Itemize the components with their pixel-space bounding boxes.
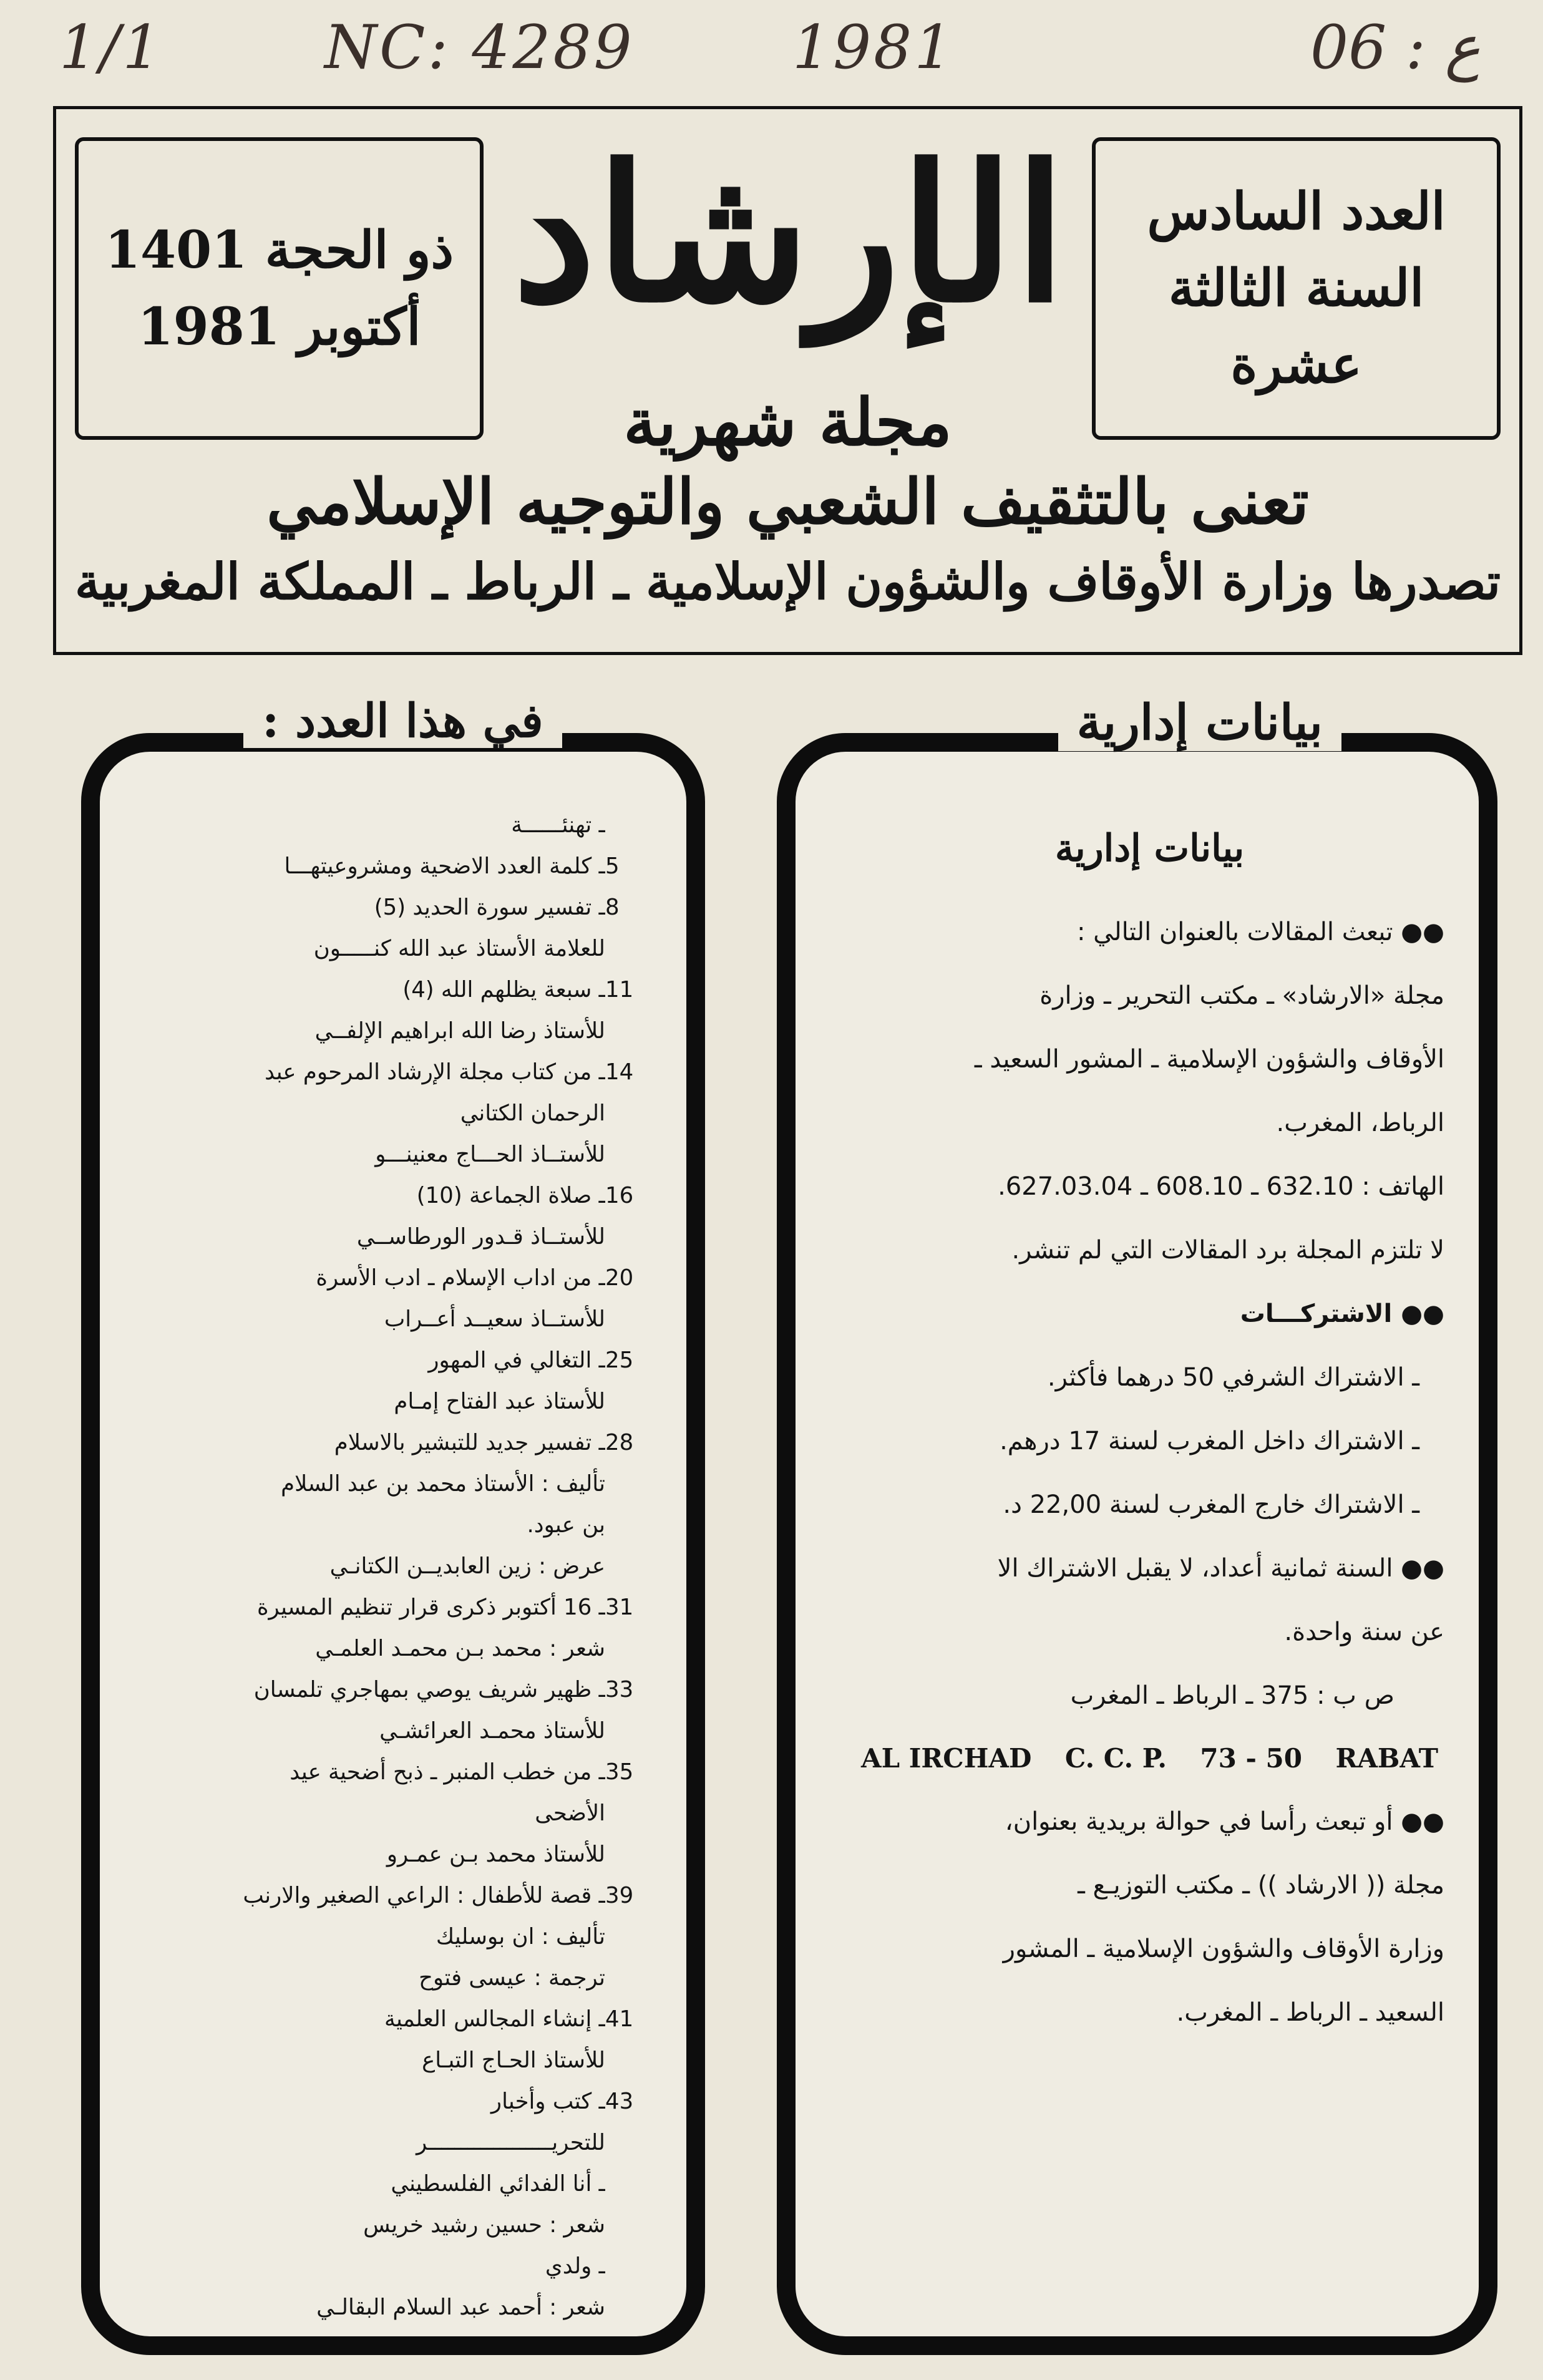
contents-heading: في هذا العدد : [243, 694, 562, 748]
admin-info [855, 802, 1444, 2044]
list-item: شعر : محمد بـن محمـد العلمـي [315, 1636, 605, 1661]
list-item: 43 ـ كتب وأخبار [490, 2089, 634, 2114]
phone-numbers: الهاتف : 632.10 ـ 608.10 ـ 627.03.04. [998, 1172, 1444, 1201]
ccp-city: RABAT [1335, 1743, 1438, 1774]
masthead [53, 106, 1522, 655]
list-item: للعلامة الأستاذ عبد الله كنـــــون [313, 936, 605, 961]
list-item: بن عبود. [527, 1512, 605, 1538]
archive-issue-ref: ع : 06 [1310, 12, 1481, 82]
ccp-name: AL IRCHAD [861, 1743, 1032, 1774]
list-item: 5 ـ كلمة العدد الاضحية ومشروعيتهـــا [284, 853, 620, 879]
list-item: 20 ـ من اداب الإسلام ـ ادب الأسرة [316, 1265, 634, 1291]
volume-year: السنة الثالثة عشرة [1168, 258, 1424, 395]
postal-order-line: ●● أو تبعث رأسا في حوالة بريدية بعنوان، [1005, 1807, 1444, 1836]
list-item: ـ ولدي [545, 2253, 605, 2279]
list-item: 31 ـ 16 أكتوبر ذكرى قرار تنظيم المسيرة [256, 1595, 634, 1620]
archive-item-count: 1/1 [59, 12, 163, 82]
list-item: ـ تهنئــــــة [511, 812, 605, 838]
articles-address-line: مجلة «الارشاد» ـ مكتب التحرير ـ وزارة [1039, 981, 1444, 1010]
list-item: للأستاذ رضا الله ابراهيم الإلفــي [314, 1018, 605, 1044]
articles-address-line: الرباط، المغرب. [1276, 1109, 1444, 1137]
archive-catalog-number: NC: 4289 [324, 12, 635, 82]
list-item: 8 ـ تفسير سورة الحديد (5) [374, 895, 620, 920]
articles-address-line: ●● تبعث المقالات بالعنوان التالي : [1076, 918, 1444, 946]
admin-panel [777, 694, 1497, 2355]
list-item: 28 ـ تفسير جديد للتبشير بالاسلام [334, 1430, 634, 1455]
list-item: 25 ـ التغالي في المهور [428, 1348, 634, 1373]
postal-order-line: مجلة (( الارشاد )) ـ مكتب التوزيـع ـ [1078, 1871, 1444, 1900]
publisher-line: تصدرها وزارة الأوقاف والشؤون الإسلامية ـ الرباط ـ المملكة المغربية [74, 552, 1501, 611]
admin-tab-heading: بيانات إدارية [1058, 694, 1341, 751]
list-item: للأستاذ الحـاج التبـاع [422, 2047, 605, 2073]
list-item: عرض : زين العابديــن الكتانـي [329, 1553, 605, 1579]
ccp-account [855, 1727, 1444, 1790]
magazine-tagline: تعنى بالتثقيف الشعبي والتوجيه الإسلامي [266, 465, 1309, 538]
list-item: للأستاذ محمد بـن عمـرو [386, 1842, 605, 1867]
list-item: 41 ـ إنشاء المجالس العلمية [384, 2006, 634, 2032]
list-item: للأستــاذ سعيــد أعــراب [384, 1306, 605, 1332]
year-issues-line: ●● السنة ثمانية أعداد، لا يقبل الاشتراك الا [997, 1554, 1444, 1583]
list-item: ـ أنا الفدائي الفلسطيني [391, 2171, 605, 2197]
list-item: 33 ـ ظهير شريف يوصي بمهاجري تلمسان [253, 1677, 634, 1702]
list-item: تأليف : الأستاذ محمد بن عبد السلام [281, 1471, 605, 1497]
magazine-subtitle: مجلة شهرية [623, 384, 952, 460]
year-issues-line: عن سنة واحدة. [1284, 1618, 1444, 1646]
list-item: ترجمة : عيسى فتوح [419, 1965, 605, 1991]
returns-policy: لا تلتزم المجلة برد المقالات التي لم تنشر. [1011, 1236, 1444, 1265]
list-item: للتحريـــــــــــــــــــر [416, 2130, 605, 2155]
subscription-domestic: ـ الاشتراك داخل المغرب لسنة 17 درهم. [1000, 1427, 1419, 1455]
list-item: 14 ـ من كتاب مجلة الإرشاد المرحوم عبد [265, 1059, 634, 1085]
list-item: 16 ـ صلاة الجماعة (10) [416, 1183, 634, 1208]
subscriptions-heading: ●● الاشتركـــات [1240, 1299, 1444, 1328]
admin-heading: بيانات إدارية [1054, 827, 1245, 870]
list-item: للأستــاذ قـدور الورطاســي [356, 1224, 605, 1250]
list-item: للأستاذ محمـد العرائشـي [379, 1718, 605, 1744]
list-item: للأستــاذ الحـــاج معنينـــو [375, 1142, 605, 1167]
list-item: شعر : أحمد عبد السلام البقالـي [316, 2295, 605, 2320]
articles-address-line: الأوقاف والشؤون الإسلامية ـ المشور السعيد ـ [974, 1045, 1444, 1074]
postal-order-line: السعيد ـ الرباط ـ المغرب. [1176, 1998, 1444, 2027]
list-item: للأستاذ عبد الفتاح إمـام [394, 1389, 605, 1414]
list-item: شعر : حسين رشيد خريس [363, 2212, 605, 2238]
postal-order-line: وزارة الأوقاف والشؤون الإسلامية ـ المشور [1003, 1935, 1444, 1963]
po-box: ص ب : 375 ـ الرباط ـ المغرب [1070, 1681, 1395, 1710]
subscription-honorary: ـ الاشتراك الشرفي 50 درهما فأكثر. [1047, 1363, 1419, 1392]
hijri-date: ذو الحجة 1401 [104, 220, 454, 280]
issue-number: العدد السادس [1147, 182, 1446, 241]
contents-panel [81, 694, 705, 2355]
list-item: الأضحى [535, 1800, 605, 1826]
archive-year: 1981 [792, 12, 955, 82]
magazine-title: الإرشاد [512, 124, 1066, 344]
subscription-foreign: ـ الاشتراك خارج المغرب لسنة 22,00 د. [1003, 1490, 1419, 1519]
list-item: الرحمان الكتاني [460, 1100, 605, 1126]
list-item: 35 ـ من خطب المنبر ـ ذبح أضحية عيد [290, 1759, 634, 1785]
contents-list [159, 805, 643, 2328]
ccp-number: 73 - 50 [1200, 1743, 1302, 1774]
ccp-label: C. C. P. [1064, 1743, 1167, 1774]
gregorian-date: أكتوبر 1981 [137, 296, 421, 357]
list-item: تأليف : ان بوسليك [436, 1924, 605, 1950]
list-item: 11 ـ سبعة يظلهم الله (4) [402, 977, 634, 1003]
list-item: 39 ـ قصة للأطفال : الراعي الصغير والارنب [243, 1883, 634, 1908]
